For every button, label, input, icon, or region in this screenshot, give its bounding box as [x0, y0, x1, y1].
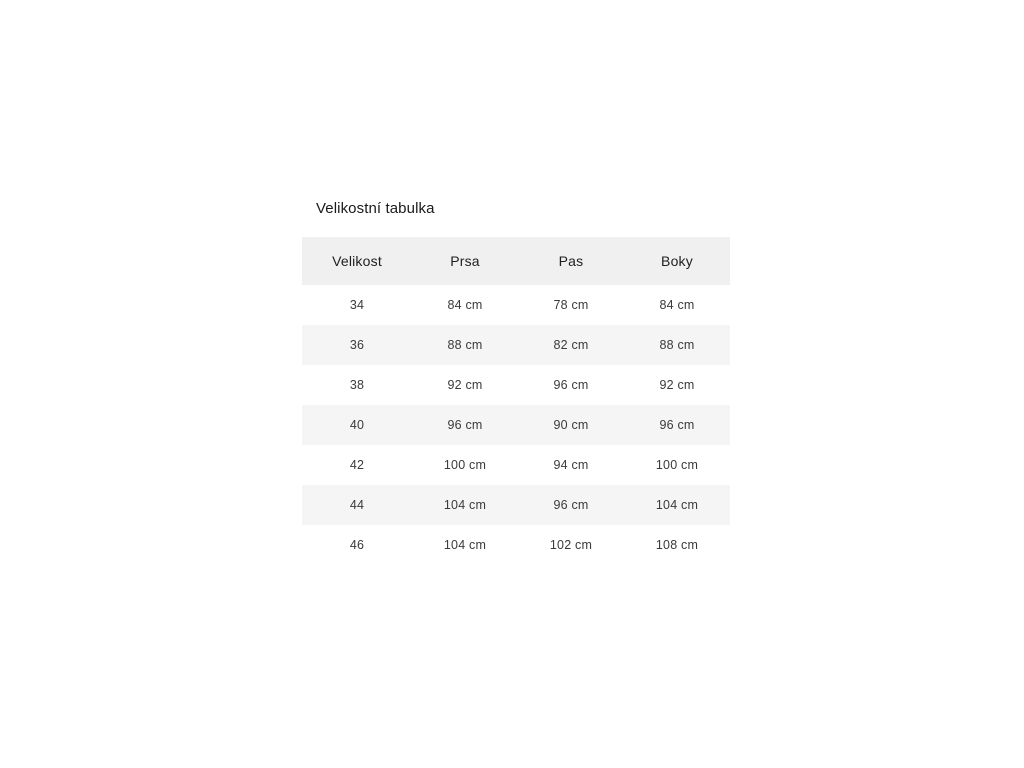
cell-hips: 104 cm — [655, 498, 699, 512]
cell-hips: 96 cm — [659, 418, 695, 432]
cell-size: 40 — [349, 418, 365, 432]
table-row — [302, 325, 730, 365]
cell-size: 36 — [349, 338, 365, 352]
cell-hips: 108 cm — [655, 538, 699, 552]
table-row — [302, 445, 730, 485]
cell-hips: 88 cm — [659, 338, 695, 352]
table-row — [302, 285, 730, 325]
table-header — [302, 237, 730, 285]
table-row — [302, 405, 730, 445]
column-header-velikost: Velikost — [332, 253, 382, 269]
table-header-row — [302, 237, 730, 285]
table-body — [302, 285, 730, 565]
page-title: Velikostní tabulka — [316, 200, 435, 217]
cell-size: 42 — [349, 458, 365, 472]
cell-size: 38 — [349, 378, 365, 392]
cell-waist: 82 cm — [553, 338, 589, 352]
cell-waist: 78 cm — [553, 298, 589, 312]
table-row — [302, 485, 730, 525]
cell-waist: 96 cm — [553, 378, 589, 392]
cell-chest: 100 cm — [443, 458, 487, 472]
cell-chest: 84 cm — [447, 298, 483, 312]
cell-size: 34 — [349, 298, 365, 312]
cell-waist: 96 cm — [553, 498, 589, 512]
cell-chest: 92 cm — [447, 378, 483, 392]
table-row — [302, 525, 730, 565]
cell-size: 44 — [349, 498, 365, 512]
size-chart-panel — [302, 200, 730, 565]
cell-size: 46 — [349, 538, 365, 552]
cell-waist: 102 cm — [549, 538, 593, 552]
column-header-prsa: Prsa — [450, 253, 480, 269]
cell-chest: 104 cm — [443, 498, 487, 512]
size-chart-table — [302, 237, 730, 565]
cell-waist: 94 cm — [553, 458, 589, 472]
table-row — [302, 365, 730, 405]
cell-waist: 90 cm — [553, 418, 589, 432]
column-header-boky: Boky — [661, 253, 693, 269]
cell-hips: 100 cm — [655, 458, 699, 472]
cell-chest: 96 cm — [447, 418, 483, 432]
column-header-pas: Pas — [558, 253, 584, 269]
cell-hips: 84 cm — [659, 298, 695, 312]
cell-chest: 104 cm — [443, 538, 487, 552]
cell-chest: 88 cm — [447, 338, 483, 352]
cell-hips: 92 cm — [659, 378, 695, 392]
